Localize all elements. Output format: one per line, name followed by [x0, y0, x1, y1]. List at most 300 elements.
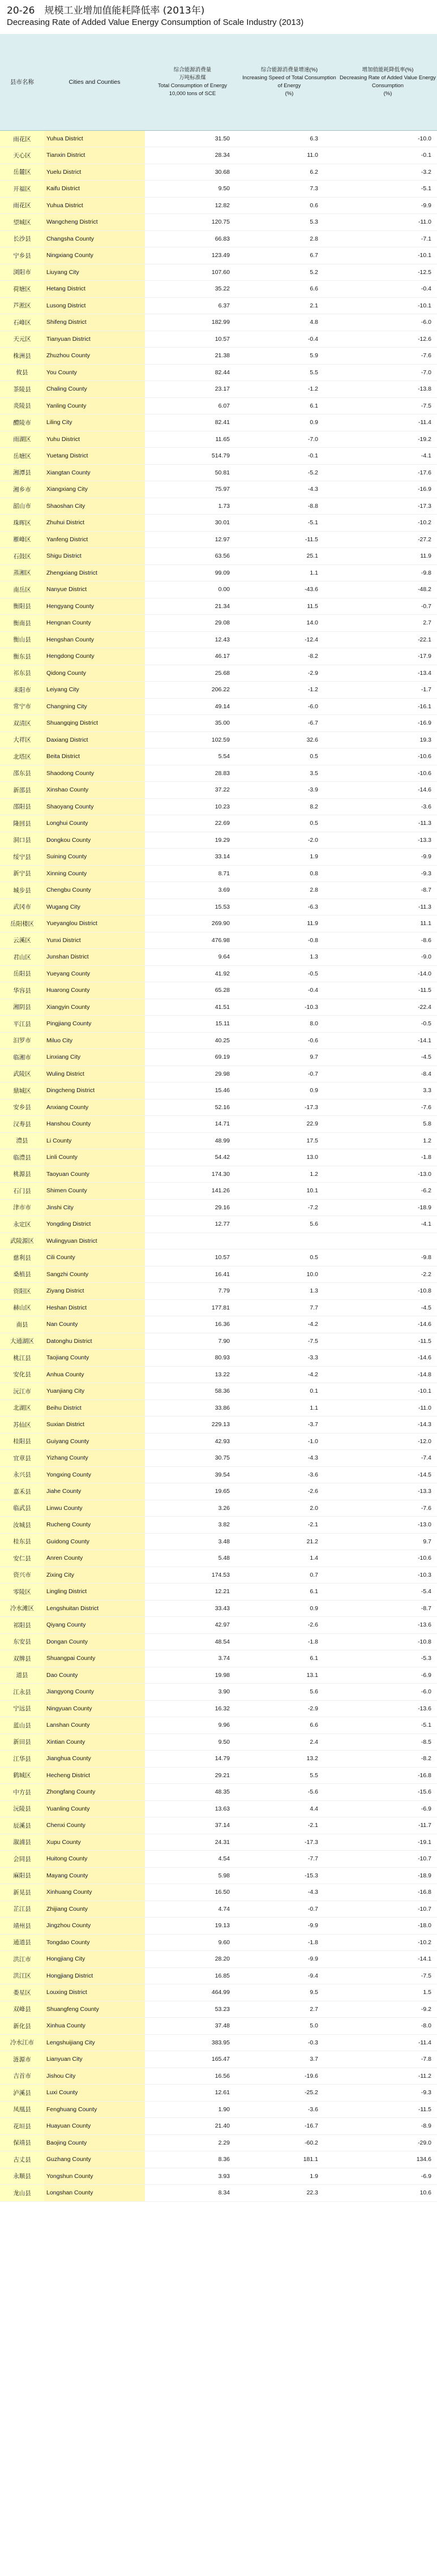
table-row	[0, 932, 437, 949]
increasing-speed-value: 14.0	[240, 615, 339, 632]
county-name-en: Linli County	[44, 1149, 145, 1166]
county-name-en: Huarong County	[44, 982, 145, 999]
table-row	[0, 1417, 437, 1434]
header-decreasing-rate: 增加值能耗降低率(%) Decreasing Rate of Added Value Energy Consumption (%)	[339, 34, 437, 131]
total-consumption-value: 42.93	[145, 1433, 240, 1450]
county-name-cn: 攸县	[0, 364, 44, 381]
increasing-speed-value: -9.9	[240, 1951, 339, 1968]
county-name-cn: 吉首市	[0, 2068, 44, 2085]
table-row	[0, 1767, 437, 1784]
decreasing-rate-value: -10.3	[339, 1567, 437, 1584]
table-row	[0, 698, 437, 715]
county-name-en: Shaodong County	[44, 765, 145, 782]
county-name-en: Anren County	[44, 1550, 145, 1567]
county-name-en: Guzhang County	[44, 2151, 145, 2168]
table-row	[0, 464, 437, 481]
increasing-speed-value: -0.1	[240, 448, 339, 465]
county-name-en: Yuhua District	[44, 131, 145, 147]
county-name-cn: 苏仙区	[0, 1417, 44, 1434]
total-consumption-value: 41.92	[145, 965, 240, 982]
county-name-en: Dongan County	[44, 1633, 145, 1650]
table-row	[0, 1633, 437, 1650]
increasing-speed-value: 5.3	[240, 214, 339, 231]
decreasing-rate-value: -14.6	[339, 782, 437, 799]
table-row	[0, 1784, 437, 1801]
county-name-cn: 桂东县	[0, 1533, 44, 1550]
decreasing-rate-value: -16.8	[339, 1884, 437, 1901]
increasing-speed-value: -0.8	[240, 932, 339, 949]
table-row	[0, 2168, 437, 2185]
decreasing-rate-value: -11.3	[339, 898, 437, 915]
table-row	[0, 1617, 437, 1634]
decreasing-rate-value: -14.5	[339, 1466, 437, 1483]
increasing-speed-value: -3.6	[240, 2101, 339, 2118]
decreasing-rate-value: -5.4	[339, 1584, 437, 1601]
increasing-speed-value: 22.9	[240, 1116, 339, 1133]
total-consumption-value: 66.83	[145, 230, 240, 247]
total-consumption-value: 37.22	[145, 782, 240, 799]
county-name-cn: 平江县	[0, 1016, 44, 1033]
table-row	[0, 731, 437, 748]
county-name-cn: 通道县	[0, 1934, 44, 1951]
county-name-cn: 石门县	[0, 1183, 44, 1200]
total-consumption-value: 1.90	[145, 2101, 240, 2118]
county-name-en: Luxi County	[44, 2085, 145, 2102]
table-row	[0, 2151, 437, 2168]
decreasing-rate-value: -6.9	[339, 2168, 437, 2185]
county-name-en: Xinning County	[44, 865, 145, 882]
county-name-en: Beihu District	[44, 1400, 145, 1417]
county-name-cn: 汉寿县	[0, 1116, 44, 1133]
county-name-cn: 云溪区	[0, 932, 44, 949]
decreasing-rate-value: -16.8	[339, 1767, 437, 1784]
increasing-speed-value: -4.3	[240, 1450, 339, 1467]
total-consumption-value: 12.97	[145, 531, 240, 548]
total-consumption-value: 3.48	[145, 1533, 240, 1550]
decreasing-rate-value: 1.2	[339, 1132, 437, 1149]
county-name-cn: 溆浦县	[0, 1834, 44, 1851]
county-name-cn: 凤凰县	[0, 2101, 44, 2118]
county-name-en: Suining County	[44, 849, 145, 866]
total-consumption-value: 21.34	[145, 598, 240, 615]
county-name-cn: 南岳区	[0, 581, 44, 598]
decreasing-rate-value: -12.0	[339, 1433, 437, 1450]
county-name-cn: 临湘市	[0, 1049, 44, 1066]
total-consumption-value: 53.23	[145, 2001, 240, 2018]
table-row	[0, 1667, 437, 1684]
county-name-cn: 天心区	[0, 147, 44, 164]
decreasing-rate-value: -9.8	[339, 1250, 437, 1266]
increasing-speed-value: -2.6	[240, 1617, 339, 1634]
total-consumption-value	[145, 1233, 240, 1250]
table-row	[0, 1183, 437, 1200]
decreasing-rate-value: -6.2	[339, 1183, 437, 1200]
decreasing-rate-value: -13.0	[339, 1517, 437, 1534]
county-name-en: Changning City	[44, 698, 145, 715]
county-name-en: Shuangqing District	[44, 715, 145, 732]
total-consumption-value: 6.37	[145, 297, 240, 314]
county-name-cn: 桑植县	[0, 1266, 44, 1283]
total-consumption-value: 28.20	[145, 1951, 240, 1968]
county-name-en: Lengshuijiang City	[44, 2034, 145, 2051]
decreasing-rate-value: -18.9	[339, 1867, 437, 1884]
increasing-speed-value: 6.7	[240, 247, 339, 264]
county-name-en: Nanyue District	[44, 581, 145, 598]
total-consumption-value: 0.00	[145, 581, 240, 598]
total-consumption-value: 58.36	[145, 1383, 240, 1400]
county-name-en: Fenghuang County	[44, 2101, 145, 2118]
table-row	[0, 1500, 437, 1517]
increasing-speed-value: -9.4	[240, 1967, 339, 1984]
total-consumption-value: 65.28	[145, 982, 240, 999]
county-name-cn: 靖州县	[0, 1918, 44, 1935]
table-row	[0, 1584, 437, 1601]
county-name-cn: 武陵源区	[0, 1233, 44, 1250]
decreasing-rate-value: -7.4	[339, 1450, 437, 1467]
decreasing-rate-value: -7.6	[339, 1500, 437, 1517]
total-consumption-value: 8.71	[145, 865, 240, 882]
county-name-cn: 安乡县	[0, 1099, 44, 1116]
total-consumption-value: 29.98	[145, 1066, 240, 1082]
table-row	[0, 1032, 437, 1049]
table-row	[0, 197, 437, 214]
table-row	[0, 1116, 437, 1133]
county-name-en: Yongding District	[44, 1216, 145, 1233]
decreasing-rate-value: -7.5	[339, 1967, 437, 1984]
county-name-en: Huayuan County	[44, 2118, 145, 2135]
decreasing-rate-value: -13.3	[339, 832, 437, 849]
county-name-en: Cili County	[44, 1250, 145, 1266]
county-name-cn: 江华县	[0, 1751, 44, 1768]
decreasing-rate-value: -6.0	[339, 314, 437, 331]
increasing-speed-value: 1.4	[240, 1550, 339, 1567]
county-name-cn: 安仁县	[0, 1550, 44, 1567]
total-consumption-value: 174.53	[145, 1567, 240, 1584]
total-consumption-value: 37.14	[145, 1817, 240, 1834]
total-consumption-value: 22.69	[145, 815, 240, 832]
county-name-en: Yuhua District	[44, 197, 145, 214]
county-name-en: Shigu District	[44, 548, 145, 565]
total-consumption-value: 29.21	[145, 1767, 240, 1784]
increasing-speed-value: -0.4	[240, 982, 339, 999]
table-row	[0, 1082, 437, 1099]
county-name-cn: 城步县	[0, 882, 44, 899]
decreasing-rate-value: -0.4	[339, 281, 437, 298]
total-consumption-value: 514.79	[145, 448, 240, 465]
table-row	[0, 2034, 437, 2051]
increasing-speed-value: 2.1	[240, 297, 339, 314]
increasing-speed-value: -19.6	[240, 2068, 339, 2085]
county-name-en: Leiyang City	[44, 682, 145, 699]
county-name-cn: 津市市	[0, 1199, 44, 1216]
decreasing-rate-value: -11.7	[339, 1817, 437, 1834]
county-name-en: Hengshan County	[44, 631, 145, 648]
increasing-speed-value: -0.7	[240, 1066, 339, 1082]
county-name-cn: 新晃县	[0, 1884, 44, 1901]
county-name-en: Suxian District	[44, 1417, 145, 1434]
total-consumption-value: 29.08	[145, 615, 240, 632]
county-name-en: Yanfeng District	[44, 531, 145, 548]
decreasing-rate-value: -19.2	[339, 431, 437, 448]
increasing-speed-value: 6.6	[240, 281, 339, 298]
county-name-cn: 涟源市	[0, 2051, 44, 2068]
decreasing-rate-value: -17.3	[339, 498, 437, 515]
table-row	[0, 1550, 437, 1567]
county-name-en: Beita District	[44, 748, 145, 765]
county-name-en: Zhijiang County	[44, 1901, 145, 1918]
county-name-en: Ziyang District	[44, 1283, 145, 1300]
county-name-en: Yuanling County	[44, 1800, 145, 1817]
table-row	[0, 131, 437, 147]
decreasing-rate-value: -10.7	[339, 1901, 437, 1918]
county-name-en: Zhuhui District	[44, 515, 145, 532]
table-row	[0, 1132, 437, 1149]
increasing-speed-value: 7.3	[240, 181, 339, 198]
table-row	[0, 1800, 437, 1817]
total-consumption-value: 19.98	[145, 1667, 240, 1684]
decreasing-rate-value: -13.4	[339, 665, 437, 682]
county-name-en: Xinshao County	[44, 782, 145, 799]
table-row	[0, 748, 437, 765]
decreasing-rate-value: -7.0	[339, 364, 437, 381]
decreasing-rate-value: -7.6	[339, 348, 437, 365]
table-row	[0, 1817, 437, 1834]
total-consumption-value: 54.42	[145, 1149, 240, 1166]
table-title	[7, 5, 430, 28]
county-name-cn: 湘阴县	[0, 999, 44, 1016]
header-county-cn: 县市名称	[0, 34, 44, 131]
table-header	[0, 34, 437, 131]
decreasing-rate-value: -4.5	[339, 1299, 437, 1316]
total-consumption-value: 42.97	[145, 1617, 240, 1634]
county-name-cn: 邵东县	[0, 765, 44, 782]
increasing-speed-value: 2.8	[240, 882, 339, 899]
decreasing-rate-value: 3.3	[339, 1082, 437, 1099]
total-consumption-value: 48.99	[145, 1132, 240, 1149]
county-name-cn: 洪江市	[0, 1951, 44, 1968]
county-name-en: Jiahe County	[44, 1483, 145, 1500]
table-row	[0, 999, 437, 1016]
table-row	[0, 1834, 437, 1851]
total-consumption-value: 5.54	[145, 748, 240, 765]
increasing-speed-value: 2.4	[240, 1734, 339, 1751]
county-name-en: Linwu County	[44, 1500, 145, 1517]
decreasing-rate-value: -1.8	[339, 1149, 437, 1166]
decreasing-rate-value: -7.5	[339, 397, 437, 414]
decreasing-rate-value: 134.6	[339, 2151, 437, 2168]
table-row	[0, 397, 437, 414]
county-name-en: Liling City	[44, 414, 145, 431]
decreasing-rate-value: 19.3	[339, 731, 437, 748]
increasing-speed-value: -3.7	[240, 1417, 339, 1434]
county-name-en: Lianyuan City	[44, 2051, 145, 2068]
table-row	[0, 2001, 437, 2018]
total-consumption-value: 9.60	[145, 1934, 240, 1951]
increasing-speed-value: -25.2	[240, 2085, 339, 2102]
increasing-speed-value: 13.1	[240, 1667, 339, 1684]
total-consumption-value: 30.01	[145, 515, 240, 532]
decreasing-rate-value: -0.1	[339, 147, 437, 164]
increasing-speed-value: 10.0	[240, 1266, 339, 1283]
total-consumption-value: 4.74	[145, 1901, 240, 1918]
decreasing-rate-value: -29.0	[339, 2134, 437, 2151]
county-name-en: Chenxi County	[44, 1817, 145, 1834]
decreasing-rate-value: -17.9	[339, 648, 437, 665]
county-name-cn: 芦淞区	[0, 297, 44, 314]
increasing-speed-value: -12.4	[240, 631, 339, 648]
county-name-en: Shaoshan City	[44, 498, 145, 515]
table-row	[0, 1199, 437, 1216]
total-consumption-value: 15.46	[145, 1082, 240, 1099]
table-row	[0, 1600, 437, 1617]
table-row	[0, 147, 437, 164]
county-name-en: Hetang District	[44, 281, 145, 298]
county-name-cn: 蒸湘区	[0, 564, 44, 581]
decreasing-rate-value: -13.3	[339, 1483, 437, 1500]
decreasing-rate-value: -6.0	[339, 1684, 437, 1701]
decreasing-rate-value: -5.1	[339, 1717, 437, 1734]
total-consumption-value: 24.31	[145, 1834, 240, 1851]
table-row	[0, 798, 437, 815]
total-consumption-value: 37.48	[145, 2018, 240, 2035]
decreasing-rate-value: -15.6	[339, 1784, 437, 1801]
county-name-cn: 湘乡市	[0, 481, 44, 498]
decreasing-rate-value	[339, 1233, 437, 1250]
county-name-en: Hecheng District	[44, 1767, 145, 1784]
county-name-cn: 沅江市	[0, 1383, 44, 1400]
decreasing-rate-value: -4.1	[339, 1216, 437, 1233]
table-row	[0, 815, 437, 832]
decreasing-rate-value: -11.3	[339, 815, 437, 832]
table-row	[0, 965, 437, 982]
county-name-en: Yunxi District	[44, 932, 145, 949]
table-row	[0, 1099, 437, 1116]
increasing-speed-value: -6.3	[240, 898, 339, 915]
table-row	[0, 898, 437, 915]
increasing-speed-value: -5.2	[240, 464, 339, 481]
increasing-speed-value: 11.9	[240, 915, 339, 932]
total-consumption-value: 30.68	[145, 164, 240, 181]
decreasing-rate-value: 1.5	[339, 1984, 437, 2001]
table-row	[0, 1700, 437, 1717]
total-consumption-value: 6.07	[145, 397, 240, 414]
decreasing-rate-value: -11.4	[339, 414, 437, 431]
county-name-cn: 绥宁县	[0, 849, 44, 866]
header-total-consumption: 综合能源消费量 万吨标准煤 Total Consumption of Energy 10,000 tons of SCE	[145, 34, 240, 131]
county-name-en: Mayang County	[44, 1867, 145, 1884]
county-name-cn: 祁阳县	[0, 1617, 44, 1634]
county-name-cn: 古丈县	[0, 2151, 44, 2168]
table-row	[0, 297, 437, 314]
county-name-cn: 衡山县	[0, 631, 44, 648]
total-consumption-value: 31.50	[145, 131, 240, 147]
decreasing-rate-value: -8.2	[339, 1751, 437, 1768]
table-row	[0, 1299, 437, 1316]
table-row	[0, 1533, 437, 1550]
increasing-speed-value: -2.1	[240, 1817, 339, 1834]
increasing-speed-value: 1.2	[240, 1166, 339, 1183]
county-name-cn: 南县	[0, 1316, 44, 1333]
total-consumption-value: 28.83	[145, 765, 240, 782]
county-name-cn: 宁远县	[0, 1700, 44, 1717]
county-name-en: Anhua County	[44, 1366, 145, 1383]
increasing-speed-value: 13.2	[240, 1751, 339, 1768]
county-name-en: Yuelu District	[44, 164, 145, 181]
county-name-cn: 石峰区	[0, 314, 44, 331]
county-name-en: You County	[44, 364, 145, 381]
decreasing-rate-value: 10.6	[339, 2185, 437, 2202]
table-row	[0, 531, 437, 548]
table-row	[0, 949, 437, 966]
increasing-speed-value: 22.3	[240, 2185, 339, 2202]
increasing-speed-value: 0.9	[240, 1600, 339, 1617]
total-consumption-value: 15.53	[145, 898, 240, 915]
table-row	[0, 1366, 437, 1383]
table-row	[0, 782, 437, 799]
table-row	[0, 448, 437, 465]
county-name-en: Jianghua County	[44, 1751, 145, 1768]
increasing-speed-value: 2.7	[240, 2001, 339, 2018]
increasing-speed-value: -2.9	[240, 1700, 339, 1717]
decreasing-rate-value: -10.2	[339, 515, 437, 532]
table-row	[0, 1450, 437, 1467]
table-row	[0, 882, 437, 899]
increasing-speed-value: 0.7	[240, 1567, 339, 1584]
decreasing-rate-value: -3.2	[339, 164, 437, 181]
county-name-en: Yanling County	[44, 397, 145, 414]
county-name-en: Longshan County	[44, 2185, 145, 2202]
table-row	[0, 331, 437, 348]
increasing-speed-value: -4.3	[240, 481, 339, 498]
increasing-speed-value: -0.4	[240, 331, 339, 348]
increasing-speed-value: 25.1	[240, 548, 339, 565]
county-name-cn: 望城区	[0, 214, 44, 231]
county-name-cn: 安化县	[0, 1366, 44, 1383]
total-consumption-value: 9.96	[145, 1717, 240, 1734]
increasing-speed-value: 5.5	[240, 364, 339, 381]
county-name-en: Wugang City	[44, 898, 145, 915]
county-name-en: Shuangfeng County	[44, 2001, 145, 2018]
county-name-cn: 桂阳县	[0, 1433, 44, 1450]
increasing-speed-value: 2.0	[240, 1500, 339, 1517]
county-name-en: Chaling County	[44, 381, 145, 398]
county-name-en: Xiangxiang City	[44, 481, 145, 498]
county-name-cn: 岳阳楼区	[0, 915, 44, 932]
increasing-speed-value: -5.6	[240, 1784, 339, 1801]
increasing-speed-value: 8.0	[240, 1016, 339, 1033]
table-row	[0, 682, 437, 699]
county-name-cn: 娄星区	[0, 1984, 44, 2001]
increasing-speed-value: -16.7	[240, 2118, 339, 2135]
increasing-speed-value: -6.0	[240, 698, 339, 715]
decreasing-rate-value: -18.9	[339, 1199, 437, 1216]
total-consumption-value: 35.22	[145, 281, 240, 298]
increasing-speed-value: -7.7	[240, 1851, 339, 1868]
increasing-speed-value: -7.5	[240, 1333, 339, 1350]
county-name-en: Daxiang District	[44, 731, 145, 748]
increasing-speed-value: -17.3	[240, 1099, 339, 1116]
total-consumption-value: 12.43	[145, 631, 240, 648]
county-name-cn: 零陵区	[0, 1584, 44, 1601]
county-name-en: Changsha County	[44, 230, 145, 247]
total-consumption-value: 10.57	[145, 1250, 240, 1266]
county-name-en: Jiangyong County	[44, 1684, 145, 1701]
total-consumption-value: 10.57	[145, 331, 240, 348]
table-row	[0, 865, 437, 882]
county-name-cn: 花垣县	[0, 2118, 44, 2135]
county-name-en: Xinhuang County	[44, 1884, 145, 1901]
increasing-speed-value: -2.9	[240, 665, 339, 682]
